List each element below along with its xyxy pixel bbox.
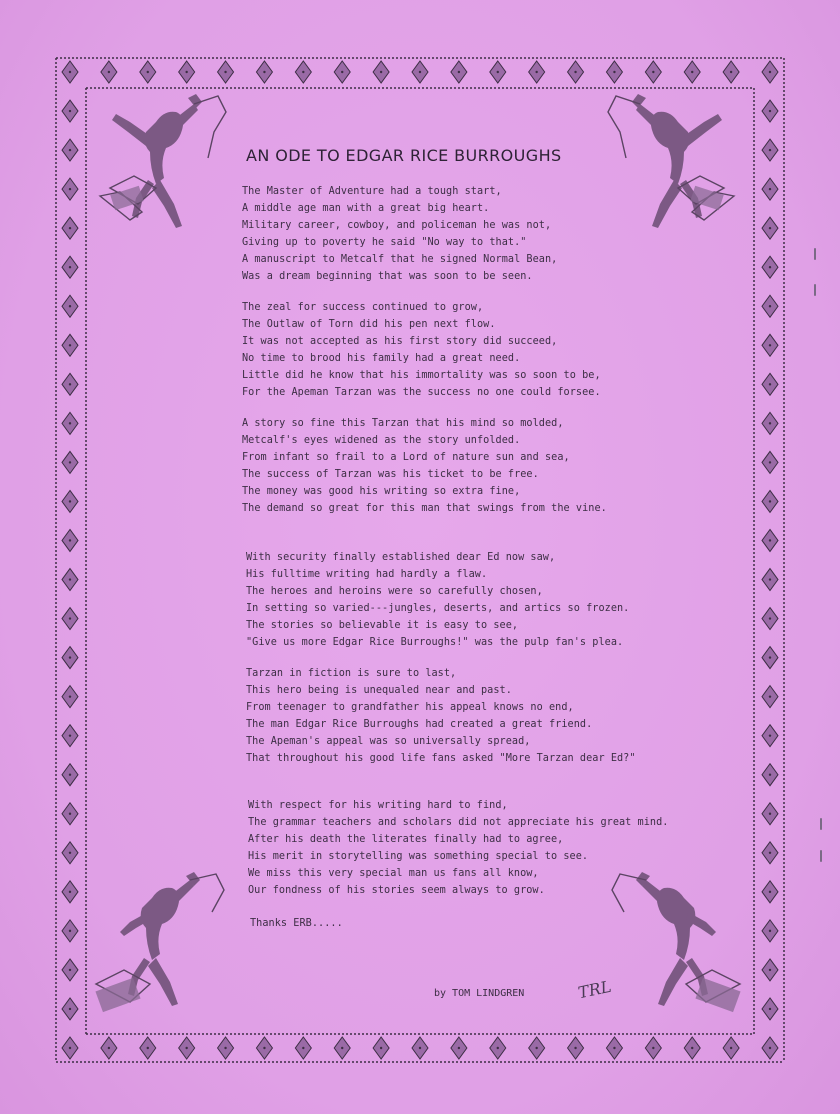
diamond-center-dot xyxy=(769,422,771,424)
poem-line: After his death the literates finally had to agree, xyxy=(248,833,564,845)
diamond-center-dot xyxy=(769,539,771,541)
poem-line: We miss this very special man us fans all know, xyxy=(248,867,539,879)
diamond-center-dot xyxy=(691,71,693,73)
poem-line: A story so fine this Tarzan that his mind so molded, xyxy=(242,418,564,429)
diamond-center-dot xyxy=(69,969,71,971)
diamond-center-dot xyxy=(497,71,499,73)
diamond-center-dot xyxy=(574,1047,576,1049)
diamond-center-dot xyxy=(69,500,71,502)
diamond-center-dot xyxy=(769,656,771,658)
poem-line: The heroes and heroins were so carefully chosen, xyxy=(246,585,543,597)
diamond-center-dot xyxy=(302,71,304,73)
diamond-center-dot xyxy=(497,1047,499,1049)
poem-line: This hero being is unequaled near and past. xyxy=(246,684,512,696)
diamond-center-dot xyxy=(419,71,421,73)
diamond-center-dot xyxy=(69,461,71,463)
tarzan-top-left-icon xyxy=(90,92,230,232)
diamond-center-dot xyxy=(769,305,771,307)
diamond-center-dot xyxy=(769,930,771,932)
poem-line: The Master of Adventure had a tough start, xyxy=(242,186,502,197)
poem-line: From infant so frail to a Lord of nature sun and sea, xyxy=(242,451,570,463)
poem-line: Giving up to poverty he said "No way to that." xyxy=(242,236,527,248)
poem-line: It was not accepted as his first story did succeed, xyxy=(242,335,558,347)
poem-line: That throughout his good life fans asked "More Tarzan dear Ed?" xyxy=(246,752,636,764)
diamond-center-dot xyxy=(769,188,771,190)
poem-title: AN ODE TO EDGAR RICE BURROUGHS xyxy=(246,146,562,165)
tarzan-bottom-right-icon xyxy=(606,872,746,1022)
diamond-center-dot xyxy=(69,188,71,190)
diamond-center-dot xyxy=(69,71,71,73)
diamond-center-dot xyxy=(769,110,771,112)
poem-line: With security finally established dear Ed now saw, xyxy=(246,552,556,563)
poem-line: Little did he know that his immortality was so soon to be, xyxy=(242,369,601,381)
diamond-center-dot xyxy=(769,500,771,502)
poem-line: The demand so great for this man that swings from the vine. xyxy=(242,502,607,514)
diamond-center-dot xyxy=(69,1047,71,1049)
diamond-center-dot xyxy=(769,149,771,151)
poem-line: Metcalf's eyes widened as the story unfolded. xyxy=(242,434,521,446)
diamond-center-dot xyxy=(769,383,771,385)
diamond-center-dot xyxy=(574,71,576,73)
diamond-center-dot xyxy=(263,1047,265,1049)
diamond-center-dot xyxy=(769,617,771,619)
poem-line: The stories so believable it is easy to see, xyxy=(246,619,519,631)
diamond-center-dot xyxy=(69,656,71,658)
diamond-center-dot xyxy=(69,422,71,424)
diamond-center-dot xyxy=(69,266,71,268)
diamond-center-dot xyxy=(652,1047,654,1049)
diamond-center-dot xyxy=(69,852,71,854)
diamond-center-dot xyxy=(69,734,71,736)
diamond-center-dot xyxy=(69,110,71,112)
binding-mark xyxy=(814,248,816,260)
diamond-center-dot xyxy=(224,71,226,73)
poem-line: A middle age man with a great big heart. xyxy=(242,202,490,214)
diamond-center-dot xyxy=(613,71,615,73)
poem-line: In setting so varied---jungles, deserts, and artics so frozen. xyxy=(246,602,630,614)
diamond-center-dot xyxy=(769,852,771,854)
poem-line: The Outlaw of Torn did his pen next flow. xyxy=(242,318,496,330)
diamond-center-dot xyxy=(69,344,71,346)
poem-line: His fulltime writing had hardly a flaw. xyxy=(246,568,488,580)
diamond-center-dot xyxy=(69,578,71,580)
tarzan-top-right-icon xyxy=(604,92,744,232)
diamond-center-dot xyxy=(69,227,71,229)
diamond-center-dot xyxy=(224,1047,226,1049)
diamond-center-dot xyxy=(691,1047,693,1049)
diamond-center-dot xyxy=(69,774,71,776)
diamond-center-dot xyxy=(458,1047,460,1049)
diamond-center-dot xyxy=(69,891,71,893)
diamond-center-dot xyxy=(769,1008,771,1010)
diamond-center-dot xyxy=(769,578,771,580)
poem-line: With respect for his writing hard to find, xyxy=(248,800,508,811)
binding-mark xyxy=(820,818,822,830)
binding-mark xyxy=(820,850,822,862)
poem-line: Tarzan in fiction is sure to last, xyxy=(246,668,457,679)
poem-line: From teenager to grandfather his appeal knows no end, xyxy=(246,701,574,713)
diamond-center-dot xyxy=(69,813,71,815)
author-byline: by TOM LINDGREN xyxy=(434,988,525,999)
diamond-center-dot xyxy=(769,813,771,815)
poem-line: The money was good his writing so extra fine, xyxy=(242,485,521,497)
diamond-center-dot xyxy=(185,1047,187,1049)
poem-line: The man Edgar Rice Burroughs had created a great friend. xyxy=(246,718,593,730)
diamond-center-dot xyxy=(769,71,771,73)
poem-line: The zeal for success continued to grow, xyxy=(242,302,484,313)
tarzan-bottom-left-icon xyxy=(90,872,230,1022)
handwritten-initials: TRL xyxy=(576,976,613,1003)
poem-line: For the Apeman Tarzan was the success no one could forsee. xyxy=(242,386,601,398)
diamond-center-dot xyxy=(341,71,343,73)
poem-line: Military career, cowboy, and policeman he was not, xyxy=(242,219,552,231)
poem-line: "Give us more Edgar Rice Burroughs!" was the pulp fan's plea. xyxy=(246,636,624,648)
poem-line: Was a dream beginning that was soon to be seen. xyxy=(242,270,533,282)
poem-line: Our fondness of his stories seem always to grow. xyxy=(248,884,545,896)
diamond-center-dot xyxy=(769,774,771,776)
diamond-center-dot xyxy=(69,695,71,697)
diamond-center-dot xyxy=(69,383,71,385)
diamond-center-dot xyxy=(263,71,265,73)
diamond-center-dot xyxy=(730,1047,732,1049)
closing-line: Thanks ERB..... xyxy=(250,918,343,929)
diamond-center-dot xyxy=(69,149,71,151)
binding-mark xyxy=(814,284,816,296)
diamond-center-dot xyxy=(69,930,71,932)
diamond-center-dot xyxy=(730,71,732,73)
diamond-center-dot xyxy=(769,695,771,697)
diamond-center-dot xyxy=(147,71,149,73)
diamond-center-dot xyxy=(769,891,771,893)
diamond-center-dot xyxy=(108,71,110,73)
diamond-center-dot xyxy=(69,305,71,307)
diamond-center-dot xyxy=(69,617,71,619)
diamond-center-dot xyxy=(769,461,771,463)
diamond-center-dot xyxy=(613,1047,615,1049)
diamond-center-dot xyxy=(419,1047,421,1049)
diamond-center-dot xyxy=(769,734,771,736)
diamond-center-dot xyxy=(769,969,771,971)
diamond-center-dot xyxy=(69,1008,71,1010)
diamond-center-dot xyxy=(69,539,71,541)
poem-line: The success of Tarzan was his ticket to be free. xyxy=(242,468,539,480)
poem-line: No time to brood his family had a great need. xyxy=(242,352,521,364)
poem-line: A manuscript to Metcalf that he signed Normal Bean, xyxy=(242,253,558,265)
diamond-center-dot xyxy=(769,344,771,346)
diamond-center-dot xyxy=(535,71,537,73)
diamond-center-dot xyxy=(302,1047,304,1049)
diamond-center-dot xyxy=(769,1047,771,1049)
diamond-center-dot xyxy=(652,71,654,73)
poem-line: His merit in storytelling was something special to see. xyxy=(248,850,589,862)
poem-line: The grammar teachers and scholars did not appreciate his great mind. xyxy=(248,816,669,828)
diamond-center-dot xyxy=(147,1047,149,1049)
diamond-center-dot xyxy=(769,266,771,268)
diamond-center-dot xyxy=(185,71,187,73)
diamond-center-dot xyxy=(380,71,382,73)
diamond-center-dot xyxy=(458,71,460,73)
poem-line: The Apeman's appeal was so universally spread, xyxy=(246,735,531,747)
diamond-center-dot xyxy=(108,1047,110,1049)
diamond-center-dot xyxy=(535,1047,537,1049)
diamond-center-dot xyxy=(341,1047,343,1049)
diamond-center-dot xyxy=(769,227,771,229)
diamond-center-dot xyxy=(380,1047,382,1049)
